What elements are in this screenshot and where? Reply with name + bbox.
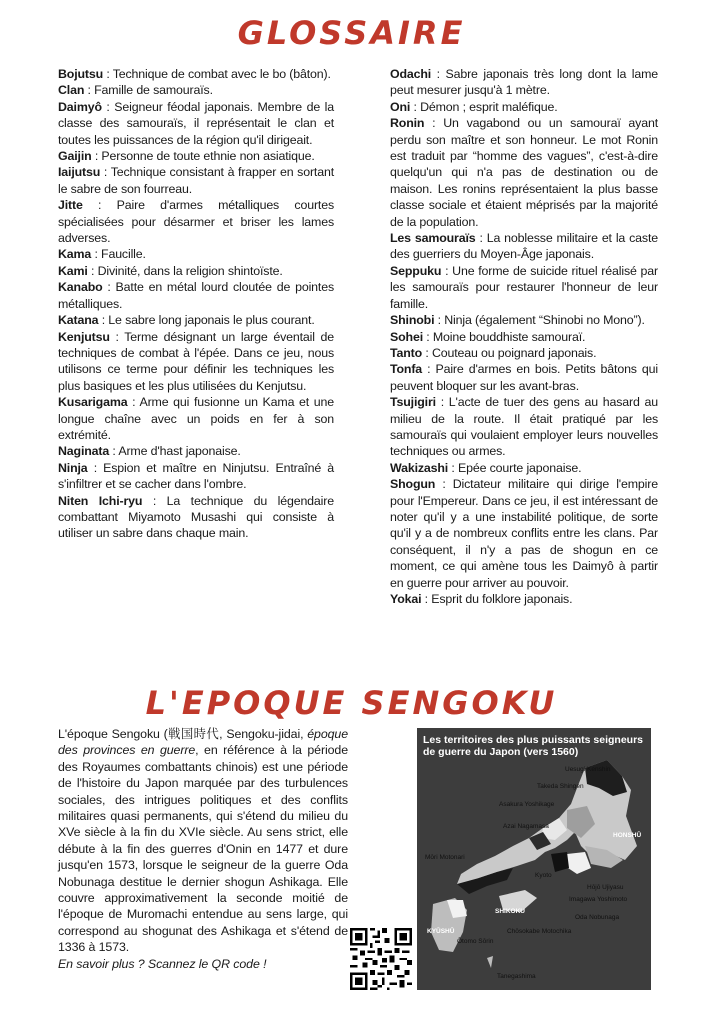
map-label: Asakura Yoshikage <box>499 801 555 808</box>
glossary-entry: Yokai : Esprit du folklore japonais. <box>390 592 573 606</box>
map-label: Uesugi Kenshin <box>565 766 611 773</box>
glossary-entry: Kami : Divinité, dans la religion shintoïste. <box>58 263 283 278</box>
qr-call-to-action: En savoir plus ? Scannez le QR code ! <box>58 956 267 971</box>
glossary-title: GLOSSAIRE <box>237 14 466 52</box>
glossary-entry: Shinobi : Ninja (également “Shinobi no Mono”). <box>390 313 645 328</box>
glossary-entry: Kanabo : Batte en métal lourd cloutée de pointes métalliques. <box>58 280 334 311</box>
map-label: SHIKOKU <box>495 908 525 915</box>
sengoku-paragraph: L'époque Sengoku (戦国時代, Sengoku-jidai, époque des provinces en guerre, en référence à la période des Royaumes combattants chinois) est une période de l'histoire du Japon marquée par des turbulences sociales, des intrigues politiques et des conflits militaires quasi permanents, qui s'étend du milieu du XVe siècle à la fin du XVIe siècle. Au sens strict, elle débute à la fin des guerres d'Onin en 1477 et dure jusqu'en 1573, lorsque le seigneur de la guerre Oda Nobunaga destitue le dernier shogun Ashikaga. Elle couvre approximativement la seconde moitié de l'époque de Muromachi entendue au sens large, qui correspond au shogunat des Ashikaga et s'étend de 1336 à 1573. En savoir plus ? Scannez le QR code ! <box>58 727 349 971</box>
glossary-entry: Seppuku : Une forme de suicide rituel réalisé par les samouraïs pour restaurer l'honneur de leur famille. <box>390 263 658 311</box>
glossary-entry: Kusarigama : Arme qui fusionne un Kama et une longue chaîne avec un poids en fer à son extrémité. <box>58 395 334 442</box>
glossary-entry: Gaijin : Personne de toute ethnie non asiatique. <box>58 149 315 164</box>
map-label: Azai Nagamasa <box>503 823 549 830</box>
map-label: Tanegashima <box>497 973 536 980</box>
glossary-entry: Ninja : Espion et maître en Ninjutsu. Entraîné à s'infiltrer et se cacher dans l'ombre. <box>58 460 334 492</box>
glossary-entry: Sohei : Moine bouddhiste samouraï. <box>390 329 586 344</box>
glossary-entry: Les samouraïs : La noblesse militaire et la caste des guerriers du Moyen-Âge japonais. <box>390 231 658 262</box>
glossary-entry: Iaijutsu : Technique consistant à frapper en sortant le sabre de son fourreau. <box>58 165 334 196</box>
glossary-entry: Ronin : Un vagabond ou un samouraï ayant perdu son maître et son honneur. Le mot Ronin est traduit par “homme des vagues”, c'est-à-dire quelqu'un qui n'a pas de destination ou de maison. Les ronins représentaient la plus basse classe sociale et étaient méprisés par la majorité de la population. <box>390 116 658 229</box>
glossary-entry: Tonfa : Paire d'armes en bois. Petits bâtons qui peuvent bloquer sur les avant-bras. <box>390 362 658 393</box>
glossary-entry: Kenjutsu : Terme désignant un large éventail de techniques de combat à l'épée. Dans ce jeu, nous utilisons ce terme pour définir les techniques les plus basiques et les plus utilisées du Kenjutsu. <box>58 329 334 393</box>
glossary-entry: Wakizashi : Epée courte japonaise. <box>390 460 582 475</box>
glossary-entry: Niten Ichi-ryu : La technique du légendaire combattant Miyamoto Musashi qui consiste à utiliser un sabre dans chaque main. <box>58 493 334 541</box>
glossary-entry: Clan : Famille de samouraïs. <box>58 83 213 98</box>
glossary-entry: Tanto : Couteau ou poignard japonais. <box>390 345 597 360</box>
glossary-entry: Katana : Le sabre long japonais le plus courant. <box>58 313 315 328</box>
sengoku-title: L'EPOQUE SENGOKU <box>145 684 558 722</box>
map-label: Kyoto <box>535 872 552 879</box>
map-caption: Les territoires des plus puissants seigneurs de guerre du Japon (vers 1560) <box>423 734 643 758</box>
map-label: HONSHŪ <box>613 832 642 839</box>
warlords-map <box>417 728 651 990</box>
glossary-entry: Naginata : Arme d'hast japonaise. <box>58 444 241 459</box>
glossary-entry: Oni : Démon ; esprit maléfique. <box>390 99 558 114</box>
map-label: Takeda Shingen <box>537 783 584 790</box>
map-label: KYŪSHŪ <box>427 928 455 935</box>
qr-code-icon[interactable] <box>350 928 412 990</box>
glossary-entry: Odachi : Sabre japonais très long dont la lame peut mesurer jusqu'à 1 mètre. <box>390 67 658 98</box>
map-label: Imagawa Yoshimoto <box>569 896 628 903</box>
map-label: Oda Nobunaga <box>575 914 620 921</box>
glossary-entry: Shogun : Dictateur militaire qui dirige l'empire pour l'Empereur. Dans ce jeu, il est intéressant de noter qu'il y a une instabilité politique, de sorte qu'il y a de nombreux conflits entre les clans. Par conséquent, il n'y a pas de shogun en ce moment, ce qui amène tous les Daimyô à partir en guerre pour arriver au pouvoir. <box>390 477 658 590</box>
map-label: Chōsokabe Motochika <box>507 928 572 935</box>
glossary-entry: Tsujigiri : L'acte de tuer des gens au hasard au milieu de la route. Il était pratiqué par les samouraïs qui voulaient employer leurs nouvelles techniques ou armes. <box>390 395 658 459</box>
map-label: Hōjō Ujiyasu <box>587 884 624 891</box>
glossary-right-column <box>390 66 658 607</box>
glossary-entry: Jitte : Paire d'armes métalliques courtes spécialisées pour désarmer et briser les lames adverses. <box>58 198 334 246</box>
map-label: Ōtomo Sōrin <box>457 938 494 945</box>
map-label: Mōri Motonari <box>425 854 465 861</box>
glossary-entry: Daimyô : Seigneur féodal japonais. Membre de la classe des samouraïs, il représentait le clan et toutes les puissances de la région qu'il dirigeait. <box>58 99 334 147</box>
glossary-entry: Kama : Faucille. <box>58 247 146 262</box>
glossary-entry: Bojutsu : Technique de combat avec le bo (bâton). <box>58 67 331 81</box>
glossary-left-column <box>58 66 334 542</box>
